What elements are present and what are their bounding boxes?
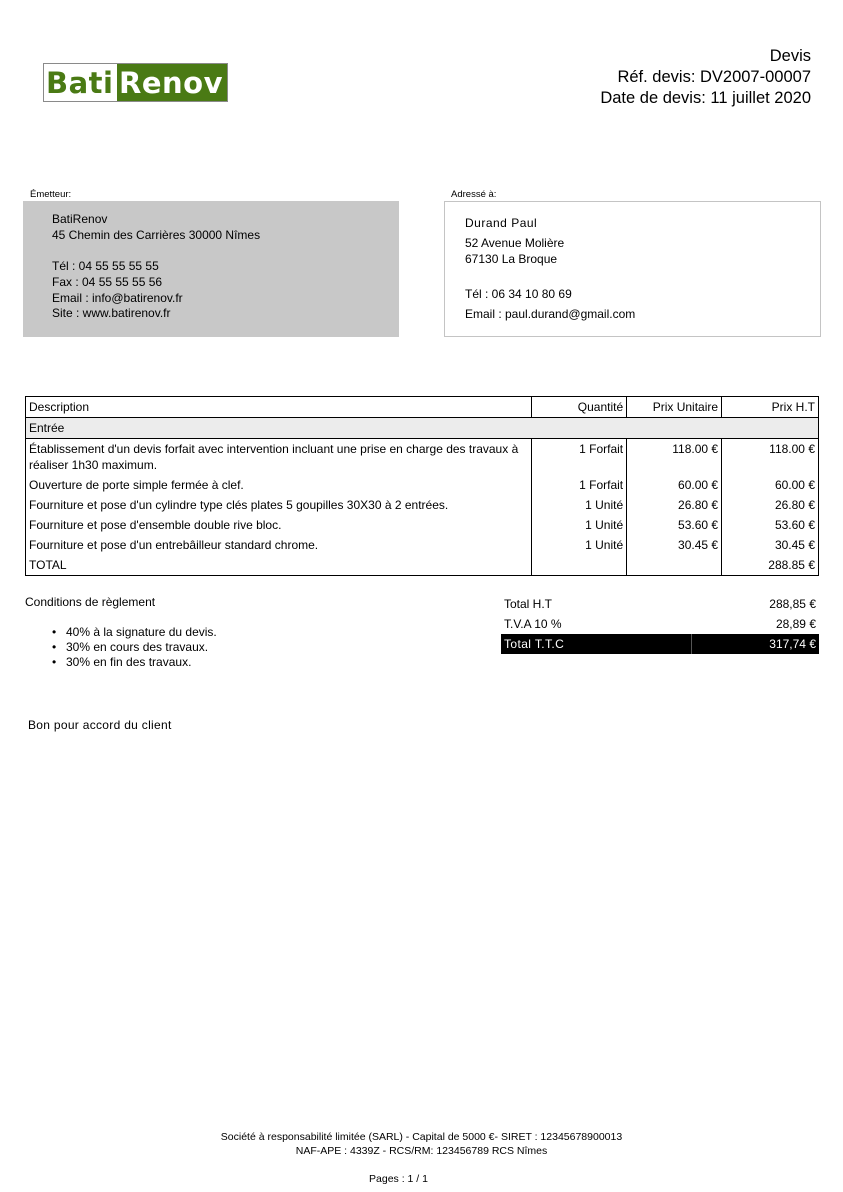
col-quantity: Quantité <box>532 397 627 418</box>
item-quantity: 1 Unité <box>532 515 627 535</box>
total-label: TOTAL <box>26 555 532 576</box>
item-quantity: 1 Unité <box>532 535 627 555</box>
item-unit-price: 53.60 € <box>627 515 722 535</box>
item-description: Fourniture et pose d'un cylindre type clés plates 5 goupilles 30X30 à 2 entrées. <box>26 495 532 515</box>
company-logo <box>43 63 228 102</box>
emitter-address: 45 Chemin des Carrières 30000 Nîmes <box>52 227 261 242</box>
payment-conditions-title: Conditions de règlement <box>25 595 156 609</box>
quote-date: Date de devis: 11 juillet 2020 <box>600 89 811 107</box>
total-empty-cell <box>627 555 722 576</box>
item-unit-price: 60.00 € <box>627 475 722 495</box>
item-total-price: 30.45 € <box>722 535 819 555</box>
col-unit-price: Prix Unitaire <box>627 397 722 418</box>
item-quantity: 1 Forfait <box>532 475 627 495</box>
legal-footer <box>0 1130 843 1158</box>
item-quantity: 1 Forfait <box>532 439 627 476</box>
item-description: Fourniture et pose d'un entrebâilleur standard chrome. <box>26 535 532 555</box>
logo-part-bati: Bati <box>44 64 117 101</box>
document-title: Devis <box>769 47 811 65</box>
item-total-price: 53.60 € <box>722 515 819 535</box>
tva-label: T.V.A 10 % <box>504 617 562 631</box>
item-unit-price: 26.80 € <box>627 495 722 515</box>
item-description: Fourniture et pose d'ensemble double rive bloc. <box>26 515 532 535</box>
emitter-fax: Fax : 04 55 55 55 56 <box>52 274 163 289</box>
item-total-price: 60.00 € <box>722 475 819 495</box>
item-description: Établissement d'un devis forfait avec intervention incluant une prise en charge des travaux à réaliser 1h30 maximum. <box>26 439 532 476</box>
client-email: Email : paul.durand@gmail.com <box>465 307 636 321</box>
payment-conditions-list <box>52 625 217 670</box>
footer-line-1: Société à responsabilité limitée (SARL) - Capital de 5000 €- SIRET : 12345678900013 <box>220 1131 623 1143</box>
table-total-row <box>26 555 819 576</box>
emitter-label: Émetteur: <box>30 189 72 200</box>
page-counter: Pages : 1 / 1 <box>369 1173 428 1185</box>
table-row <box>26 515 819 535</box>
logo-part-renov: Renov <box>117 64 227 101</box>
quote-reference: Réf. devis: DV2007-00007 <box>617 68 811 86</box>
emitter-email: Email : info@batirenov.fr <box>52 290 183 305</box>
item-total-price: 118.00 € <box>722 439 819 476</box>
emitter-tel: Tél : 04 55 55 55 55 <box>52 259 159 274</box>
total-value: 288.85 € <box>722 555 819 576</box>
total-ttc-value: 317,74 € <box>769 637 816 651</box>
client-address-line2: 67130 La Broque <box>465 252 558 266</box>
table-header-row <box>26 397 819 418</box>
client-box <box>444 201 821 337</box>
col-total-price: Prix H.T <box>722 397 819 418</box>
list-item: • 40% à la signature du devis. <box>52 625 217 640</box>
list-item: • 30% en fin des travaux. <box>52 655 217 670</box>
client-tel: Tél : 06 34 10 80 69 <box>465 287 572 301</box>
table-row <box>26 535 819 555</box>
footer-line-2: NAF-APE : 4339Z - RCS/RM: 123456789 RCS Nîmes <box>295 1145 548 1157</box>
list-item: • 30% en cours des travaux. <box>52 640 217 655</box>
total-ttc-label: Total T.T.C <box>504 637 565 651</box>
items-table <box>25 396 819 576</box>
client-label: Adressé à: <box>451 189 497 200</box>
item-total-price: 26.80 € <box>722 495 819 515</box>
section-row <box>26 418 819 439</box>
emitter-site: Site : www.batirenov.fr <box>52 306 171 321</box>
table-row <box>26 495 819 515</box>
client-name: Durand Paul <box>465 216 538 230</box>
tva-row <box>501 614 819 634</box>
emitter-name: BatiRenov <box>52 212 108 226</box>
table-row <box>26 439 819 476</box>
client-agreement-label: Bon pour accord du client <box>28 718 172 732</box>
total-ht-label: Total H.T <box>504 597 553 611</box>
item-unit-price: 30.45 € <box>627 535 722 555</box>
item-quantity: 1 Unité <box>532 495 627 515</box>
totals-summary <box>501 594 819 654</box>
total-ht-row <box>501 594 819 614</box>
total-ht-value: 288,85 € <box>769 597 816 611</box>
emitter-box <box>23 201 399 337</box>
item-unit-price: 118.00 € <box>627 439 722 476</box>
client-address-line1: 52 Avenue Molière <box>465 236 565 250</box>
table-row <box>26 475 819 495</box>
item-description: Ouverture de porte simple fermée à clef. <box>26 475 532 495</box>
total-ttc-row <box>501 634 819 654</box>
total-empty-cell <box>532 555 627 576</box>
col-description: Description <box>26 397 532 418</box>
quote-header <box>600 46 811 109</box>
section-title: Entrée <box>26 418 819 439</box>
tva-value: 28,89 € <box>775 617 816 631</box>
